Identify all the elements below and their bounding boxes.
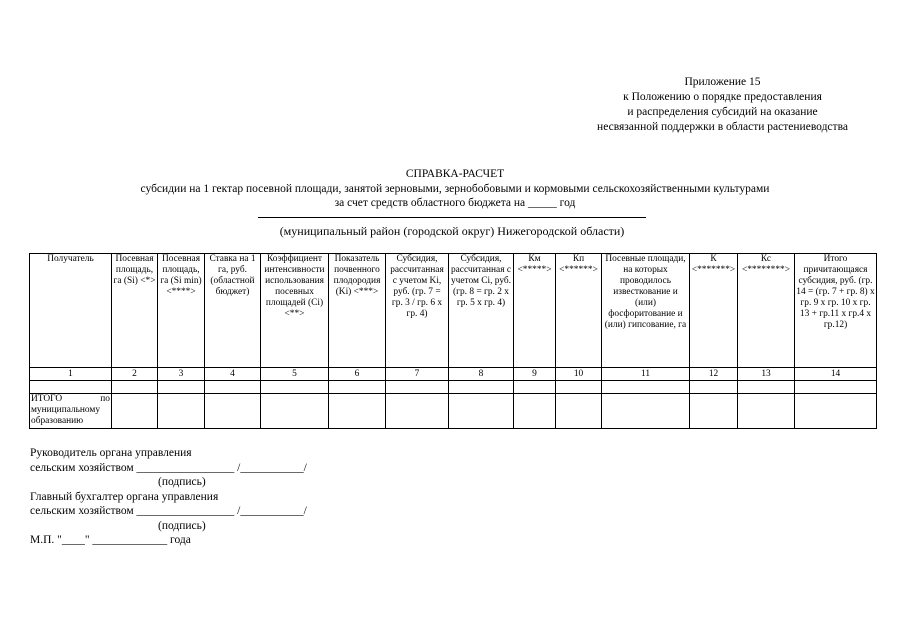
head-title: Руководитель органа управления xyxy=(30,447,192,459)
header-cell: Итого причитающаяся субсидия, руб. (гр. 14 = (гр. 7 + гр. 8) x гр. 9 x гр. 10 x гр. 13 + гр.11 x гр.4 x гр.12) xyxy=(795,254,877,368)
header-cell: Субсидия, рассчитанная с учетом Ki, руб. (гр. 7 = гр. 3 / гр. 6 x гр. 4) xyxy=(386,254,449,368)
table-cell xyxy=(690,381,738,394)
table-cell xyxy=(556,381,602,394)
table-cell xyxy=(514,394,556,429)
table-cell xyxy=(112,381,158,394)
table-cell xyxy=(602,394,690,429)
table-row xyxy=(30,381,877,394)
signature-block xyxy=(30,446,530,548)
appendix-line: к Положению о порядке предоставления xyxy=(623,91,822,103)
column-number: 10 xyxy=(556,368,602,381)
column-number: 14 xyxy=(795,368,877,381)
header-cell: Кс <********> xyxy=(738,254,795,368)
total-label: ИТОГО по муниципальному образованию xyxy=(30,394,112,429)
table-cell xyxy=(261,394,329,429)
head-signature-line: сельским хозяйством _________________ /___________/ xyxy=(30,461,307,474)
accountant-title: Главный бухгалтер органа управления xyxy=(30,490,219,503)
calculation-table xyxy=(29,253,877,429)
table-cell xyxy=(205,381,261,394)
table-cell xyxy=(158,381,205,394)
header-cell: Ставка на 1 га, руб. (областной бюджет) xyxy=(205,254,261,368)
table-cell xyxy=(795,394,877,429)
column-number: 11 xyxy=(602,368,690,381)
stamp-date-line: М.П. "____" _____________ года xyxy=(30,534,191,546)
header-cell: К <*******> xyxy=(690,254,738,368)
appendix-line: Приложение 15 xyxy=(684,76,761,88)
table-cell xyxy=(556,394,602,429)
column-number: 12 xyxy=(690,368,738,381)
table-cell xyxy=(449,394,514,429)
table-cell xyxy=(329,394,386,429)
table-cell xyxy=(329,381,386,394)
total-row xyxy=(30,394,877,429)
table-cell xyxy=(261,381,329,394)
table-cell xyxy=(738,394,795,429)
column-number: 6 xyxy=(329,368,386,381)
appendix-block xyxy=(560,75,885,135)
table-cell xyxy=(514,381,556,394)
appendix-line: и распределения субсидий на оказание xyxy=(627,106,818,118)
table-cell xyxy=(602,381,690,394)
table-cell xyxy=(449,381,514,394)
header-cell: Показатель почвенного плодородия (Ki) <***> xyxy=(329,254,386,368)
header-cell: Субсидия, рассчитанная с учетом Ci, руб. (гр. 8 = гр. 2 x гр. 5 x гр. 4) xyxy=(449,254,514,368)
head-signature-caption: (подпись) xyxy=(158,476,206,488)
column-number: 9 xyxy=(514,368,556,381)
column-number: 5 xyxy=(261,368,329,381)
column-number: 2 xyxy=(112,368,158,381)
header-cell: Получатель xyxy=(30,254,112,368)
table-cell xyxy=(112,394,158,429)
header-cell: Посевные площади, на которых проводилось известкование и (или) фосфоритование и (или) гипсование, га xyxy=(602,254,690,368)
table-cell xyxy=(205,394,261,429)
table-cell xyxy=(386,394,449,429)
column-number-row xyxy=(30,368,877,381)
header-cell: Коэффициент интенсивности использования посевных площадей (Ci) <**> xyxy=(261,254,329,368)
accountant-signature-line: сельским хозяйством _________________ /___________/ xyxy=(30,505,307,517)
table-cell xyxy=(386,381,449,394)
title-line-2: за счет средств областного бюджета на _____ год xyxy=(334,197,576,209)
table-cell xyxy=(30,381,112,394)
column-number: 7 xyxy=(386,368,449,381)
column-number: 3 xyxy=(158,368,205,381)
document-title xyxy=(40,167,870,211)
header-cell: Посевная площадь, га (Si min) <****> xyxy=(158,254,205,368)
column-number: 4 xyxy=(205,368,261,381)
header-row xyxy=(30,254,877,368)
table-cell xyxy=(738,381,795,394)
table-cell xyxy=(795,381,877,394)
table-cell xyxy=(158,394,205,429)
header-cell: Посевная площадь, га (Si) <*> xyxy=(112,254,158,368)
column-number: 13 xyxy=(738,368,795,381)
column-number: 1 xyxy=(30,368,112,381)
accountant-signature-caption: (подпись) xyxy=(158,519,206,532)
title-heading: СПРАВКА-РАСЧЕТ xyxy=(405,168,505,180)
appendix-line: несвязанной поддержки в области растениеводства xyxy=(597,121,848,133)
district-caption: (муниципальный район (городской округ) Нижегородской области) xyxy=(258,217,646,238)
header-cell: Км <*****> xyxy=(514,254,556,368)
column-number: 8 xyxy=(449,368,514,381)
table-cell xyxy=(690,394,738,429)
header-cell: Кп <******> xyxy=(556,254,602,368)
title-line-1: субсидии на 1 гектар посевной площади, занятой зерновыми, зернобобовыми и кормовыми сельскохозяйственными культурами xyxy=(140,182,770,195)
